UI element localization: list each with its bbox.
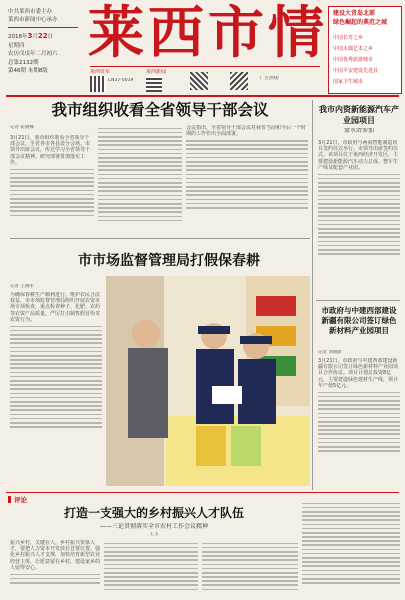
commentary-subtitle: ——三论贯彻落实全市农村工作会议精神 — [99, 523, 208, 530]
org-line-2: 莱西市新闻中心承办 — [8, 17, 58, 23]
ad-hotline: 广告热线: — [260, 76, 280, 81]
commentary-rule — [6, 492, 399, 493]
commentary-column-3 — [202, 540, 298, 598]
lead-paragraph-2: 会议指出，全省领导干部会议对我省当前和今后一个时期的工作作出全面部署。 — [186, 125, 307, 138]
market-photo — [106, 276, 310, 486]
right-headline-1: 我市内资新能源汽车产业园项目 — [319, 104, 399, 125]
label-marker-icon — [8, 496, 11, 503]
lunar-date: 农历戊戌年二月初六 — [8, 51, 58, 57]
lead-paragraph-1: 3月21日，我市组织收看全省领导干部会议，全省各市各县设分会场。市领导出席会议，传达学习全省领导干部会议精神，研究部署贯彻落实工作。 — [10, 135, 91, 166]
newspaper-title: 莱西市情 — [88, 0, 328, 66]
qr-code-icon — [190, 72, 208, 90]
right-news-2-text: 3月21日，市政府与中建西部建设新疆有限公司签订绿色新材料产业园项目合作协议。项目计划总投资8亿元，主要建设绿色建材生产线，预计年产值5亿元。 — [318, 358, 399, 389]
lead-headline: 我市组织收看全省领导干部会议 — [51, 100, 269, 119]
title-underline — [90, 66, 320, 67]
qr2-label: 莱西新闻 — [146, 69, 167, 75]
right-divider — [316, 300, 400, 301]
lead-column-1 — [10, 135, 94, 235]
honor-list — [333, 33, 399, 88]
commentary-column-4 — [302, 500, 400, 598]
qr1-label: 莱西发布 — [90, 69, 111, 75]
honor-item: 国家卫生城市 — [333, 79, 364, 85]
slogan-line-2: 绿色崛起的典范之城 — [333, 19, 388, 26]
commentary-headline: 打造一支强大的乡村振兴人才队伍 — [63, 506, 244, 520]
honor-item: 中国长寿之乡 — [333, 35, 364, 41]
weekday: 星期四 — [8, 42, 25, 49]
qr-code-icon — [90, 76, 106, 92]
commentary-author: 王玉 — [149, 532, 159, 537]
market-headline: 市市场监督管理局打假保春耕 — [78, 253, 260, 269]
issue-info — [8, 32, 80, 76]
top-rule — [6, 95, 399, 97]
slogan-header — [329, 7, 401, 29]
right-headline-2: 市政府与中建西部建设新疆有限公司签订绿色新材料产业园项目 — [321, 306, 397, 335]
organizer-text — [8, 8, 78, 24]
slogan-box — [328, 6, 402, 94]
commentary-label — [8, 495, 42, 504]
honor-item: 中国木偶艺术之乡 — [333, 46, 374, 52]
right-byline-2: 记者 刘晓新 — [318, 350, 342, 355]
lead-byline: 记者 崔丽娜 — [10, 125, 34, 130]
org-line-1: 中共莱西市委主办 — [8, 9, 53, 15]
right-news-2-body — [318, 358, 400, 488]
market-body — [10, 292, 102, 488]
issue-total: 总第2132期 — [8, 59, 39, 66]
qr-code-icon — [146, 76, 162, 92]
masthead-divider — [8, 27, 78, 28]
qr-strip — [90, 68, 320, 94]
commentary-column-1 — [10, 540, 100, 598]
market-photo-illustration — [106, 276, 310, 486]
right-subtitle-1: 蒙水清参加 — [343, 128, 374, 134]
section-divider — [10, 238, 310, 239]
paper-code: CN37-0019 — [108, 78, 134, 83]
commentary-column-2 — [104, 540, 198, 598]
honor-item: 中国优秀旅游城市 — [333, 57, 374, 63]
column-divider — [312, 100, 313, 490]
right-news-1-text: 3月21日，市政府与两海智能制造项目签约仪式举行。市领导出席签约仪式。该项目位于莱西经济开发区，主要建设新能源汽车动力总成、整车生产线及配套产业园。 — [318, 140, 399, 171]
market-text: 为确保春耕生产顺利进行，维护农民合法权益，市市场监督管理局组织开展农资市场专项检查，重点检查种子、化肥、农药等农资产品质量，严厉打击制售假冒伪劣农资行为。 — [10, 292, 101, 323]
commentary-text: 振兴乡村，关键在人。乡村振兴要靠人才，要把人力资本开发放在首要位置，强化乡村振兴人才支撑，加快培育新型农业经营主体，让愿意留在乡村、建设家乡的人留得安心。 — [10, 540, 100, 571]
market-byline: 记者 王晓军 — [10, 284, 34, 289]
slogan-line-1: 建设大青岛北部 — [333, 10, 376, 17]
date-line: 2018年3月22日 — [8, 32, 54, 40]
lead-column-3 — [186, 125, 308, 235]
issue-pages: 第46期 本期8版 — [8, 68, 48, 74]
commentary-section-label: 评论 — [14, 496, 27, 504]
qr-code-icon — [230, 72, 248, 90]
honor-item: 中国平安建设先进县 — [333, 68, 379, 74]
right-news-1-body — [318, 140, 400, 298]
lead-column-2 — [98, 125, 182, 235]
